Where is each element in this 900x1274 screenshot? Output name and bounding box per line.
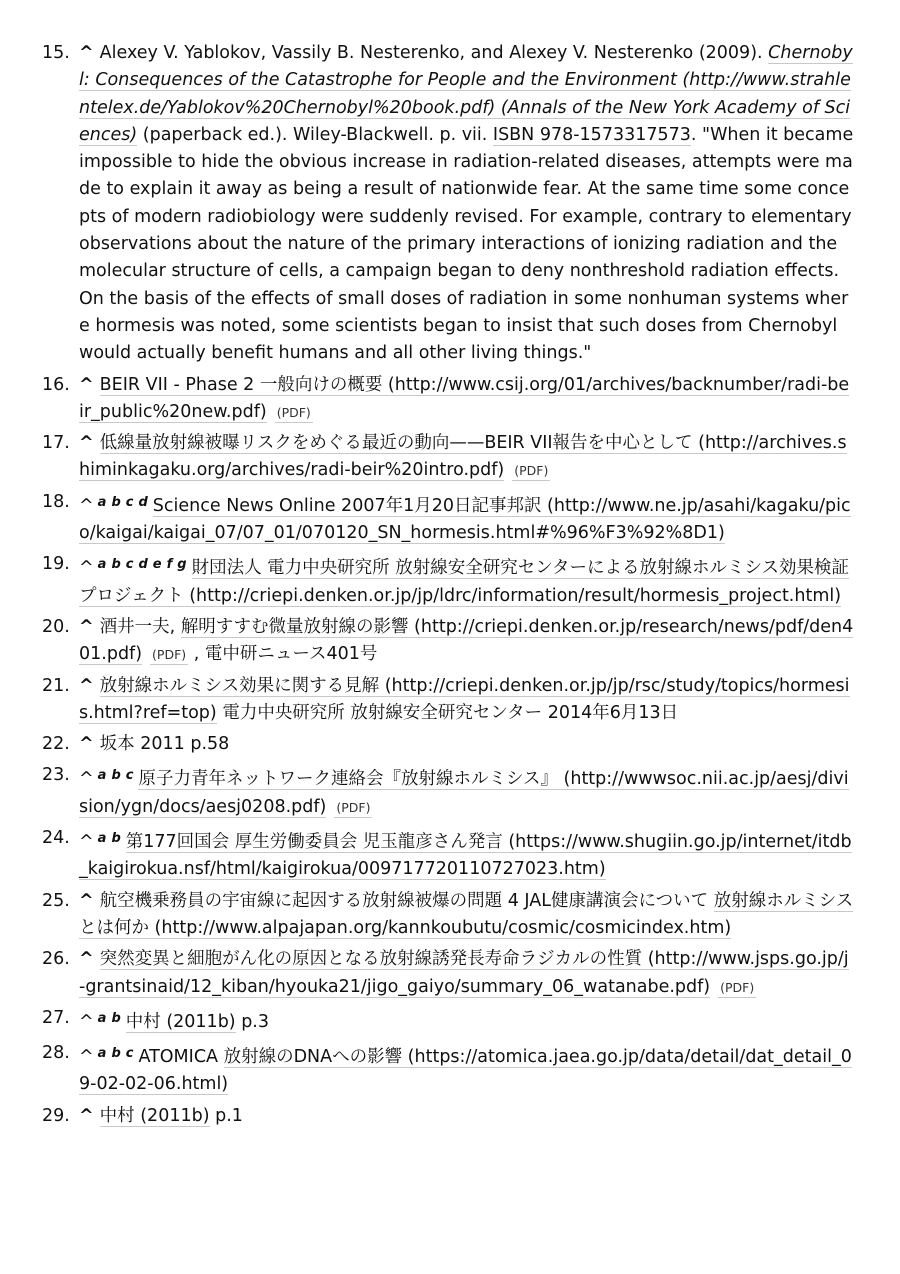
pdf-badge: (PDF) <box>275 404 313 423</box>
back-reference-letter[interactable]: f <box>166 557 173 573</box>
back-reference-caret[interactable]: ^ <box>79 675 94 696</box>
reference-number: 20. <box>42 616 70 637</box>
pdf-badge: (PDF) <box>512 462 550 481</box>
back-reference-letter[interactable]: g <box>177 557 187 573</box>
reference-number: 21. <box>42 675 70 696</box>
reference-item <box>44 551 854 610</box>
reference-link[interactable]: 解明すすむ微量放射線の影響 (http://criepi.denken.or.jp/research/news/pdf/den401.pdf) <box>79 616 854 665</box>
reference-link[interactable]: 中村 (2011b) <box>99 1105 210 1126</box>
reference-link[interactable]: BEIR VII - Phase 2 一般向けの概要 (http://www.csij.org/01/archives/backnumber/radi-beir_public%20new.pdf) <box>79 374 850 422</box>
reference-link[interactable]: 財団法人 電力中央研究所 放射線安全研究センターによる放射線ホルミシス効果検証プロジェクト (http://criepi.denken.or.jp/jp/ldrc/information/result/hormesis_project.html) <box>79 558 849 606</box>
back-reference-letter[interactable]: b <box>111 557 121 573</box>
back-reference-caret[interactable]: ^ <box>79 374 94 395</box>
back-reference-letter[interactable]: b <box>111 1010 121 1026</box>
reference-text: ATOMICA <box>138 1047 224 1068</box>
back-reference-letter[interactable]: e <box>152 557 162 573</box>
reference-text: 航空機乗務員の宇宙線に起因する放射線被爆の問題 4 JAL健康講演会について <box>99 890 714 911</box>
reference-text: . "When it became impossible to hide the obvious increase in radiation-related diseases, attempts were made to explain it away as being a result of nationwide fear. At the same time some concepts of modern radiobiology were suddenly revised. For example, contrary to elementary observations about the nature of the primary interactions of ionizing radiation and the molecular structure of cells, a campaign began to deny nonthreshold radiation effects. On the basis of the effects of small doses of radiation in some nonhuman systems where hormesis was noted, some scientists began to insist that such doses from Chernobyl would actually benefit humans and all other living things." <box>79 124 854 364</box>
reference-text: p.1 <box>209 1105 243 1126</box>
reference-text: (paperback ed.). Wiley-Blackwell. p. vii. <box>137 124 493 145</box>
reference-link[interactable]: 原子力青年ネットワーク連絡会『放射線ホルミシス』 (http://wwwsoc.nii.ac.jp/aesj/division/ygn/docs/aesj0208.pdf) <box>79 769 849 817</box>
reference-number: 29. <box>42 1105 70 1126</box>
back-reference-letter[interactable]: c <box>125 1046 134 1062</box>
reference-text: Alexey V. Yablokov, Vassily B. Nesterenko, and Alexey V. Nesterenko (2009). <box>99 43 769 63</box>
reference-item <box>44 1040 854 1099</box>
pdf-badge: (PDF) <box>718 979 756 998</box>
reference-link[interactable]: 突然変異と細胞がん化の原因となる放射線誘発長寿命ラジカルの性質 (http://www.jsps.go.jp/j-grantsinaid/12_kiban/hyouka21/jigo_gaiyo/summary_06_watanabe.pdf) <box>79 949 849 997</box>
reference-text: 坂本 2011 p.58 <box>99 734 230 755</box>
reference-item <box>44 888 854 943</box>
reference-number: 28. <box>42 1043 70 1064</box>
reference-link[interactable]: 第177回国会 厚生労働委員会 児玉龍彦さん発言 (https://www.shugiin.go.jp/internet/itdb_kaigirokua.nsf/html/kaigirokua/009717720110727023.htm) <box>79 832 852 880</box>
back-reference-caret: ^ <box>79 558 94 579</box>
reference-number: 26. <box>42 949 70 970</box>
reference-link[interactable]: 低線量放射線被曝リスクをめぐる最近の動向——BEIR VII報告を中心として (http://archives.shiminkagaku.org/archives/radi-beir%20intro.pdf) <box>79 433 847 481</box>
back-reference-letter[interactable]: a <box>97 494 107 510</box>
back-reference-letter[interactable]: a <box>97 831 107 847</box>
back-reference-caret: ^ <box>79 832 94 853</box>
back-reference-caret[interactable]: ^ <box>79 1105 94 1126</box>
back-reference-letter[interactable]: a <box>97 557 107 573</box>
back-reference-letter[interactable]: c <box>125 557 134 573</box>
reference-number: 22. <box>42 734 70 755</box>
reference-item <box>44 1005 854 1036</box>
reference-number: 19. <box>42 554 70 575</box>
back-reference-caret[interactable]: ^ <box>79 949 94 970</box>
reference-number: 15. <box>42 43 70 63</box>
back-reference-letter[interactable]: d <box>138 494 148 510</box>
reference-number: 25. <box>42 890 70 911</box>
reference-list <box>44 40 854 1134</box>
back-reference-letter[interactable]: b <box>111 831 121 847</box>
reference-link[interactable]: 放射線ホルミシスとは何か (http://www.alpajapan.org/kannkoubutu/cosmic/cosmicindex.htm) <box>79 890 854 938</box>
reference-item <box>44 372 854 427</box>
reference-link[interactable]: Science News Online 2007年1月20日記事邦訳 (http://www.ne.jp/asahi/kagaku/pico/kaigai/kaigai_07/07_01/070120_SN_hormesis.html#%96%F3%92%8D1) <box>79 495 851 544</box>
reference-number: 16. <box>42 374 70 395</box>
reference-number: 23. <box>42 765 70 786</box>
reference-text: , 電中研ニュース401号 <box>188 644 378 665</box>
reference-link[interactable]: 放射線ホルミシス効果に関する見解 (http://criepi.denken.or.jp/jp/rsc/study/topics/hormesis.html?ref=top) <box>79 675 850 723</box>
reference-text: 電力中央研究所 放射線安全研究センター 2014年6月13日 <box>216 702 679 723</box>
reference-item <box>44 430 854 485</box>
back-reference-caret[interactable]: ^ <box>79 890 94 911</box>
back-reference-caret: ^ <box>79 1011 94 1032</box>
reference-item <box>44 614 854 669</box>
back-reference-letter[interactable]: b <box>111 494 121 510</box>
reference-item <box>44 489 854 548</box>
back-reference-letter[interactable]: a <box>97 1010 107 1026</box>
back-reference-caret[interactable]: ^ <box>79 433 94 454</box>
back-reference-letter[interactable]: c <box>125 768 134 784</box>
reference-item <box>44 1103 854 1130</box>
reference-text: p.3 <box>235 1011 270 1032</box>
back-reference-caret: ^ <box>79 769 94 790</box>
back-reference-letter[interactable]: a <box>97 1046 107 1062</box>
back-reference-letter[interactable]: b <box>111 1046 121 1062</box>
reference-link[interactable]: ISBN 978-1573317573 <box>492 124 691 145</box>
reference-item <box>44 673 854 728</box>
back-reference-caret[interactable]: ^ <box>79 616 94 637</box>
back-reference-caret[interactable]: ^ <box>79 43 94 63</box>
reference-link[interactable]: 中村 (2011b) <box>125 1011 236 1032</box>
reference-item <box>44 825 854 884</box>
citation-title-link[interactable]: Chernobyl: Consequences of the Catastrophe for People and the Environment (http://www.strahlentelex.de/Yablokov%20Chernobyl%20book.pdf) (Annals of the New York Academy of Sciences) <box>79 43 853 145</box>
back-reference-caret[interactable]: ^ <box>79 734 94 755</box>
back-reference-caret: ^ <box>79 495 94 516</box>
reference-link[interactable]: 放射線のDNAへの影響 (https://atomica.jaea.go.jp/data/detail/dat_detail_09-02-02-06.html) <box>79 1047 852 1095</box>
reference-text: 酒井一夫, <box>99 616 181 637</box>
reference-item <box>44 946 854 1001</box>
back-reference-caret: ^ <box>79 1047 94 1068</box>
reference-item <box>44 731 854 758</box>
back-reference-letter[interactable]: a <box>97 768 107 784</box>
pdf-badge: (PDF) <box>150 646 188 665</box>
reference-item <box>44 40 854 368</box>
back-reference-letter[interactable]: b <box>111 768 121 784</box>
reference-number: 18. <box>42 491 70 512</box>
reference-item <box>44 762 854 821</box>
reference-number: 24. <box>42 828 70 849</box>
reference-number: 27. <box>42 1007 70 1028</box>
back-reference-letter[interactable]: d <box>138 557 148 573</box>
reference-number: 17. <box>42 433 70 454</box>
pdf-badge: (PDF) <box>334 799 372 818</box>
back-reference-letter[interactable]: c <box>125 494 134 510</box>
